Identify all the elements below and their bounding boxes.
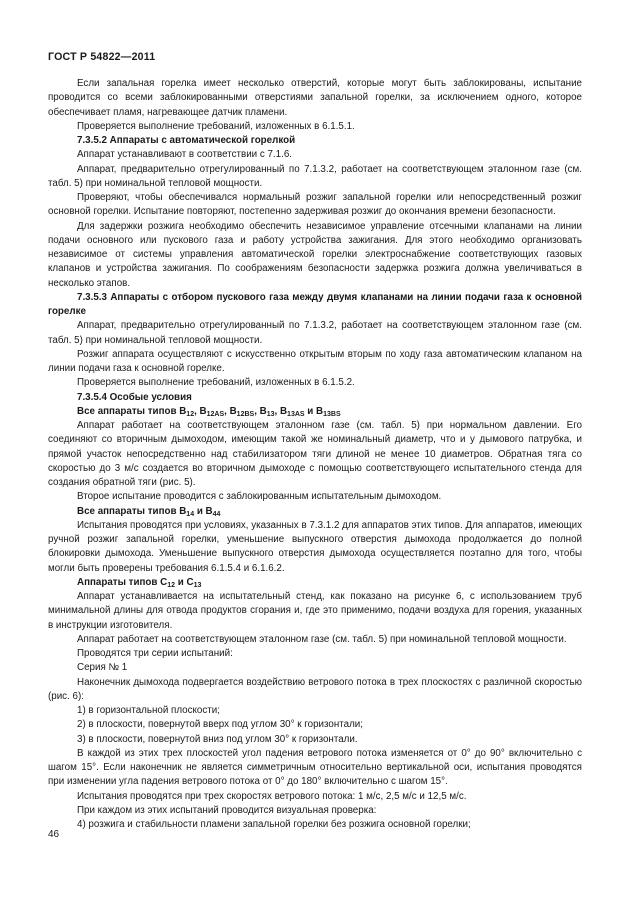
section-heading bbox=[48, 505, 582, 519]
paragraph: Аппарат, предварительно отрегулированный по 7.1.3.2, работает на соответствующем эталонном газе (см. табл. 5) при номинальной тепловой мощности. bbox=[48, 163, 582, 189]
text-run: , B bbox=[194, 405, 207, 417]
paragraph: При каждом из этих испытаний проводится визуальная проверка: bbox=[77, 804, 377, 816]
text-run: , B bbox=[274, 405, 288, 417]
paragraph: Проверяется выполнение требований, изложенных в 6.1.5.1. bbox=[77, 120, 355, 132]
paragraph: 2) в плоскости, повернутой вверх под углом 30° к горизонтали; bbox=[77, 719, 363, 731]
subscript: 13AS bbox=[287, 410, 305, 418]
subscript: 13 bbox=[266, 410, 275, 418]
subscript: 12BS bbox=[236, 410, 255, 418]
paragraph: Аппарат, предварительно отрегулированный по 7.1.3.2, работает на соответствующем эталонном газе (см. табл. 5) при номинальной тепловой мощности. bbox=[48, 320, 582, 346]
subscript: 12 bbox=[186, 410, 195, 418]
paragraph: Если запальная горелка имеет несколько отверстий, которые могут быть заблокированы, испытание проводится со всеми заблокированными отверстиями запальной горелки, за исключением одного, которое обеспечивает пламя, нагревающее датчик пламени. bbox=[48, 78, 582, 118]
section-heading: 7.3.5.3 Аппараты с отбором пускового газа между двумя клапанами на линии подачи газа к основной горелке bbox=[48, 291, 582, 317]
page-number: 46 bbox=[48, 829, 60, 840]
subscript: 44 bbox=[212, 510, 221, 518]
section-heading: 7.3.5.2 Аппараты с автоматической горелкой bbox=[77, 135, 296, 146]
subscript: 13 bbox=[193, 581, 202, 589]
text-run: , B bbox=[254, 405, 267, 417]
text-run: , B bbox=[224, 405, 237, 417]
section-heading bbox=[48, 405, 582, 419]
text-run: Все аппараты типов B bbox=[77, 505, 187, 517]
subscript: 14 bbox=[186, 510, 195, 518]
text-run: и B bbox=[304, 405, 324, 417]
text-run: и B bbox=[194, 505, 213, 517]
paragraph: Серия № 1 bbox=[77, 662, 128, 674]
paragraph: Аппарат работает на соответствующем эталонном газе (см. табл. 5) при нормальном давлении. Его соединяют со вторичным дымоходом, имеющим такой же номинальный диаметр, что и у дымового патрубка, и прямой участок непосредственно над стабилизатором тяги длиной не менее 10 диаметров. Обратная тяга со скоростью до 3 м/с создается во вторичном дымоходе с помощью соответствующего испытательного стенда для создания обратной тяги (рис. 5). bbox=[48, 420, 582, 488]
paragraph: Для задержки розжига необходимо обеспечить независимое управление отсечными клапанами на линии подачи основного или пускового газа и работу устройства зажигания. Для этого необходимо организовать независимое от системы управления автоматической горелки электроснабжение соответствующих газовых клапанов и устройства зажигания. По соображениям безопасности задержка розжига должна увеличиваться в несколько этапов. bbox=[48, 220, 582, 289]
paragraph: Проверяется выполнение требований, изложенных в 6.1.5.2. bbox=[77, 377, 355, 389]
paragraph: Второе испытание проводится с заблокированным испытательным дымоходом. bbox=[77, 491, 442, 503]
subscript: 12 bbox=[167, 581, 176, 589]
paragraph: Розжиг аппарата осуществляют с искусственно открытым вторым по ходу газа автоматическим клапаном на линии подачи газа к основной горелке. bbox=[48, 348, 582, 374]
section-heading bbox=[48, 576, 582, 590]
paragraph: 4) розжига и стабильности пламени запальной горелки без розжига основной горелки; bbox=[77, 819, 471, 830]
paragraph: Аппарат устанавливается на испытательный стенд, как показано на рисунке 6, с использованием труб минимальной длины для отвода продуктов сгорания и, где это применимо, подачи воздуха для горения, указанных в инструкции изготовителя. bbox=[48, 591, 582, 631]
paragraph: Наконечник дымохода подвергается воздействию ветрового потока в трех плоскостях с различной скоростью (рис. 6): bbox=[48, 676, 582, 702]
text-run: Аппараты типов C bbox=[77, 576, 168, 588]
text-run: и C bbox=[175, 576, 194, 588]
paragraph: Испытания проводятся при трех скоростях ветрового потока: 1 м/с, 2,5 м/с и 12,5 м/с. bbox=[77, 790, 467, 802]
subscript: 12AS bbox=[206, 410, 225, 418]
paragraph: В каждой из этих трех плоскостей угол падения ветрового потока изменяется от 0° до 90° включительно с шагом 15°. Если наконечник не является симметричным относительно вертикальной оси, испытания проводятся при изменении угла падения ветрового потока от 0° до 180° включительно с шагом 15°. bbox=[48, 747, 582, 788]
paragraph: Проверяют, чтобы обеспечивался нормальный розжиг запальной горелки или непосредственный розжиг основной горелки. Испытание повторяют, постепенно задерживая розжиг до окончания времени безопасности. bbox=[48, 192, 582, 218]
paragraph: Испытания проводятся при условиях, указанных в 7.3.1.2 для аппаратов этих типов. Для аппаратов, имеющих ручной розжиг запальной горелки, уменьшение выпускного отверстия дымохода продолжается до полной блокировки дымохода. Уменьшение выпускного отверстия дымохода осуществляется поэтапно для того, чтобы могли быть проверены требования 6.1.5.4 и 6.1.6.2. bbox=[48, 519, 582, 574]
section-heading: 7.3.5.4 Особые условия bbox=[77, 391, 192, 403]
text-run: Все аппараты типов B bbox=[77, 405, 187, 417]
paragraph: Проводятся три серии испытаний: bbox=[77, 648, 233, 659]
document-body bbox=[48, 77, 582, 832]
paragraph: 3) в плоскости, повернутой вниз под углом 30° к горизонтали. bbox=[77, 733, 358, 745]
subscript: 13BS bbox=[323, 410, 341, 418]
paragraph: Аппарат устанавливают в соответствии с 7.1.6. bbox=[77, 149, 292, 161]
paragraph: 1) в горизонтальной плоскости; bbox=[77, 705, 220, 716]
document-header: ГОСТ Р 54822—2011 bbox=[48, 51, 156, 63]
paragraph: Аппарат работает на соответствующем эталонном газе (см. табл. 5) при номинальной тепловой мощности. bbox=[77, 633, 567, 645]
